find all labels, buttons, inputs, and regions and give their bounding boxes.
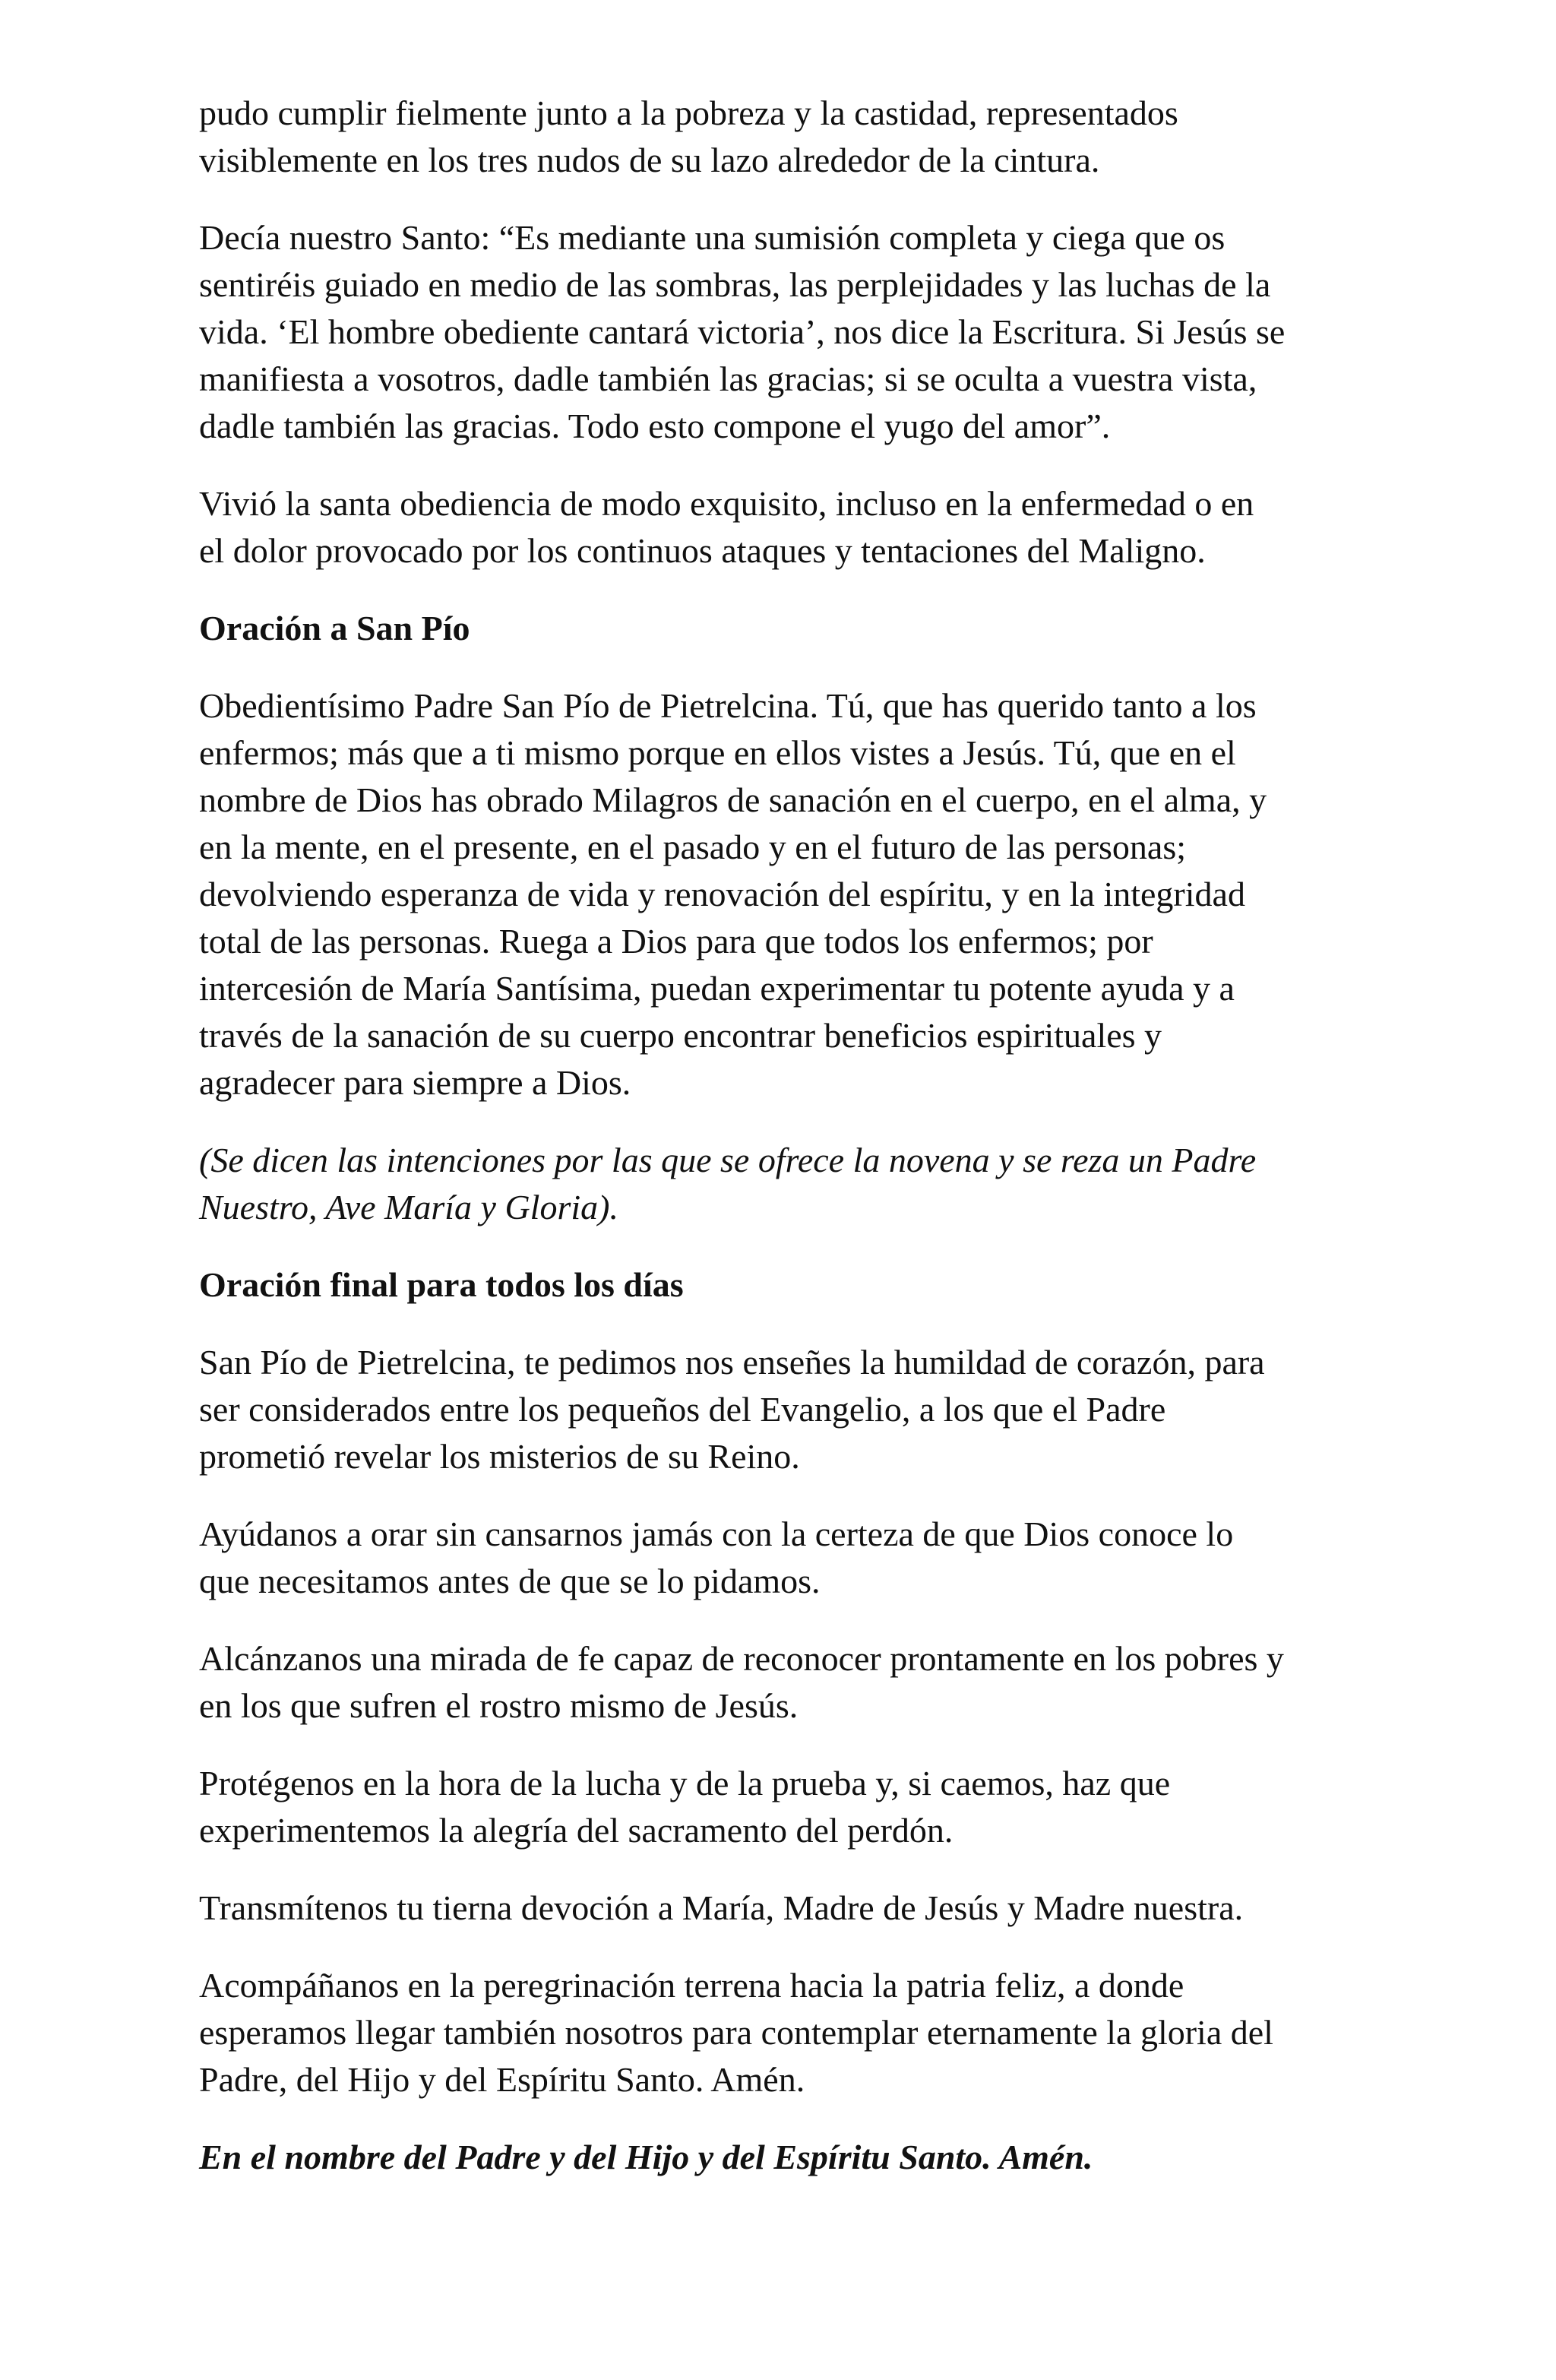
heading-text: Oración a San Pío — [199, 609, 470, 647]
section-heading — [199, 1261, 1475, 1309]
text-line: Padre, del Hijo y del Espíritu Santo. Amén. — [199, 2060, 805, 2099]
text-line: (Se dicen las intenciones por las que se ofrece la novena y se reza un Padre — [199, 1141, 1257, 1179]
body-paragraph — [199, 90, 1475, 184]
text-line: ser considerados entre los pequeños del Evangelio, a los que el Padre — [199, 1390, 1166, 1429]
text-line: devolviendo esperanza de vida y renovación del espíritu, y en la integridad — [199, 875, 1245, 913]
prayer-paragraph — [199, 682, 1475, 1106]
text-line: Alcánzanos una mirada de fe capaz de reconocer prontamente en los pobres y — [199, 1639, 1284, 1678]
document-page — [199, 90, 1475, 2211]
text-line: esperamos llegar también nosotros para contemplar eternamente la gloria del — [199, 2013, 1273, 2052]
text-line: experimentemos la alegría del sacramento del perdón. — [199, 1811, 954, 1850]
text-line: Transmítenos tu tierna devoción a María, Madre de Jesús y Madre nuestra. — [199, 1888, 1244, 1927]
text-line: enfermos; más que a ti mismo porque en ellos vistes a Jesús. Tú, que en el — [199, 733, 1236, 772]
text-line: Decía nuestro Santo: “Es mediante una sumisión completa y ciega que os — [199, 218, 1226, 257]
text-line: en los que sufren el rostro mismo de Jesús. — [199, 1686, 799, 1725]
text-line: Ayúdanos a orar sin cansarnos jamás con la certeza de que Dios conoce lo — [199, 1514, 1234, 1553]
text-line: intercesión de María Santísima, puedan experimentar tu potente ayuda y a — [199, 969, 1235, 1008]
text-line: el dolor provocado por los continuos ataques y tentaciones del Maligno. — [199, 531, 1206, 570]
text-line: manifiesta a vosotros, dadle también las gracias; si se oculta a vuestra vista, — [199, 359, 1257, 398]
text-line: pudo cumplir fielmente junto a la pobreza y la castidad, representados — [199, 93, 1178, 132]
body-paragraph — [199, 214, 1475, 450]
text-line: vida. ‘El hombre obediente cantará victoria’, nos dice la Escritura. Si Jesús se — [199, 312, 1286, 351]
text-line: Nuestro, Ave María y Gloria). — [199, 1188, 618, 1226]
closing-invocation — [199, 2134, 1475, 2181]
heading-text: Oración final para todos los días — [199, 1265, 684, 1304]
text-line: Acompáñanos en la peregrinación terrena hacia la patria feliz, a donde — [199, 1966, 1184, 2005]
body-paragraph — [199, 480, 1475, 574]
body-paragraph — [199, 1511, 1475, 1605]
text-line: dadle también las gracias. Todo esto compone el yugo del amor”. — [199, 407, 1111, 445]
body-paragraph — [199, 1885, 1475, 1932]
body-paragraph — [199, 1760, 1475, 1854]
section-heading — [199, 605, 1475, 652]
text-line: San Pío de Pietrelcina, te pedimos nos enseñes la humildad de corazón, para — [199, 1343, 1265, 1381]
text-line: Protégenos en la hora de la lucha y de la prueba y, si caemos, haz que — [199, 1764, 1171, 1802]
text-line: que necesitamos antes de que se lo pidamos. — [199, 1562, 821, 1600]
text-line: sentiréis guiado en medio de las sombras, las perplejidades y las luchas de la — [199, 265, 1271, 304]
body-paragraph — [199, 1635, 1475, 1730]
body-paragraph — [199, 1339, 1475, 1480]
text-line: Obedientísimo Padre San Pío de Pietrelcina. Tú, que has querido tanto a los — [199, 686, 1257, 725]
text-line: través de la sanación de su cuerpo encontrar beneficios espirituales y — [199, 1016, 1162, 1055]
text-line: Vivió la santa obediencia de modo exquisito, incluso en la enfermedad o en — [199, 484, 1254, 523]
text-line: total de las personas. Ruega a Dios para que todos los enfermos; por — [199, 922, 1153, 961]
text-line: en la mente, en el presente, en el pasado y en el futuro de las personas; — [199, 828, 1187, 866]
body-paragraph — [199, 1962, 1475, 2103]
text-line: visiblemente en los tres nudos de su lazo alrededor de la cintura. — [199, 141, 1100, 179]
text-line: nombre de Dios has obrado Milagros de sanación en el cuerpo, en el alma, y — [199, 780, 1267, 819]
text-line: En el nombre del Padre y del Hijo y del Espíritu Santo. Amén. — [199, 2138, 1093, 2176]
text-line: prometió revelar los misterios de su Reino. — [199, 1437, 800, 1476]
rubric-paragraph — [199, 1137, 1475, 1231]
text-line: agradecer para siempre a Dios. — [199, 1063, 631, 1102]
